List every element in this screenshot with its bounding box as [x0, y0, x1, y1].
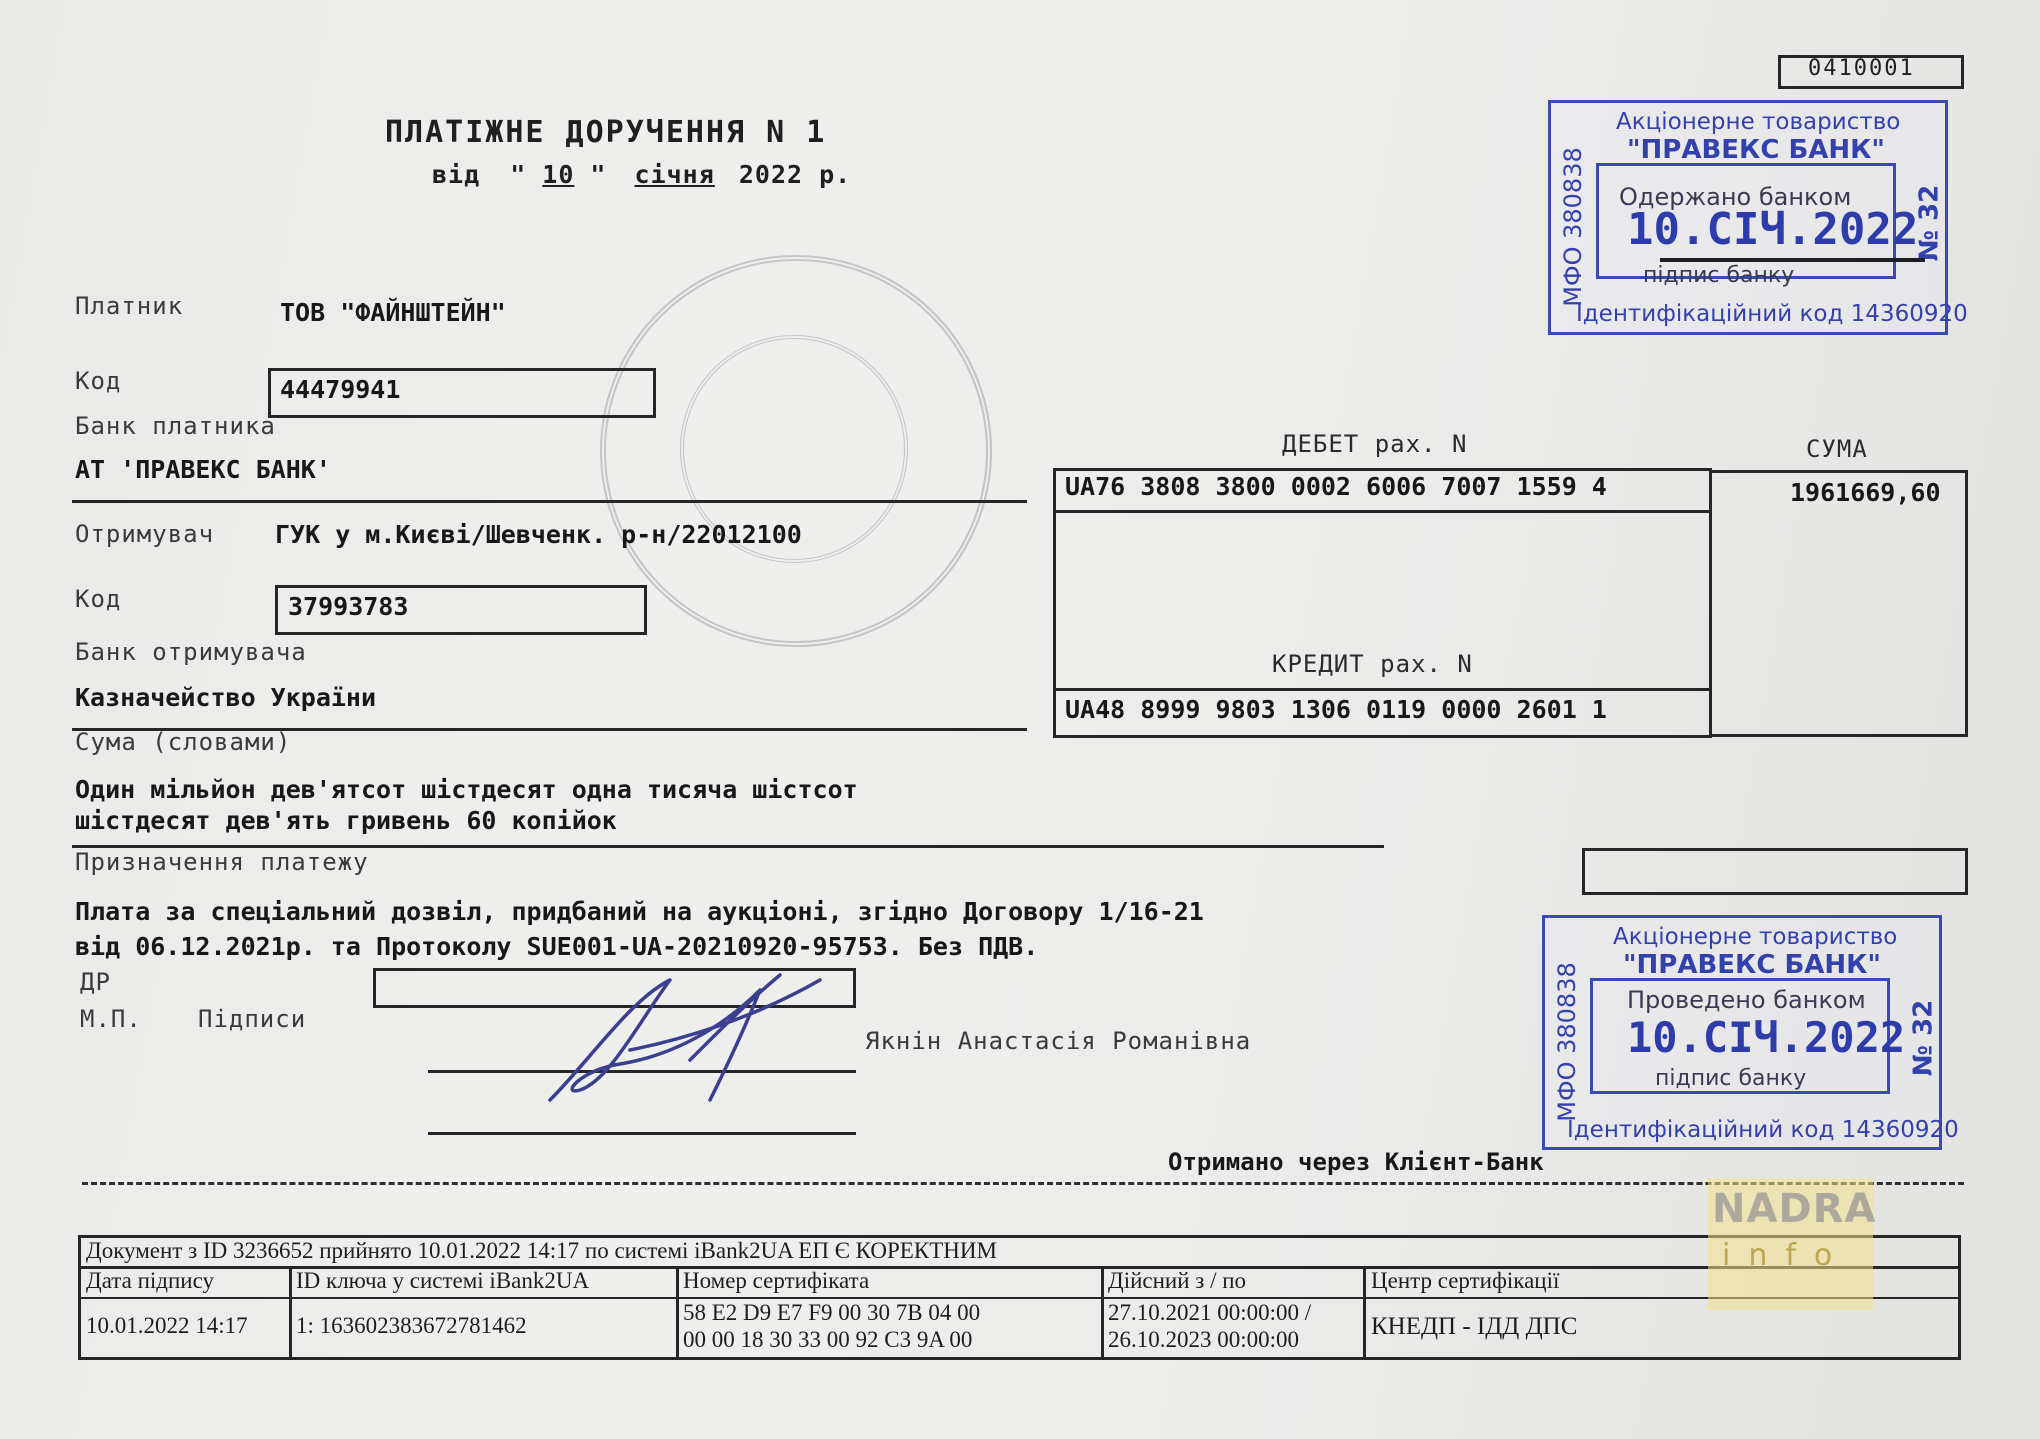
bank-stamp-received [1548, 100, 1968, 335]
ebank-col-key: ID ключа у системі iBank2UA [296, 1268, 590, 1293]
stamp-received-ident: Ідентифікаційний код 14360920 [1576, 301, 1968, 327]
payer-bank-line [72, 500, 1027, 503]
dashed-separator [82, 1182, 1964, 1185]
stamp-processed-bank: "ПРАВЕКС БАНК" [1623, 950, 1881, 980]
date-day: 10 [542, 160, 575, 189]
recipient-code-value: 37993783 [288, 592, 409, 621]
credit-account: UA48 8999 9803 1306 0119 0000 2601 1 [1065, 695, 1607, 724]
payer-label: Платник [75, 292, 184, 320]
stamp-received-company: Акціонерне товариство [1616, 109, 1901, 135]
amount-words-line1: Один мільйон дев'ятсот шістдесят одна тисяча шістсот [75, 775, 858, 804]
stamp-received-sign: підпис банку [1643, 263, 1795, 288]
stamp-received-number: № 32 [1914, 184, 1945, 262]
sum-value: 1961669,60 [1790, 478, 1941, 507]
credit-label: КРЕДИТ рах. N [1272, 650, 1473, 678]
ebank-row-key: 1: 163602383672781462 [296, 1313, 527, 1338]
date-quote-close: " [590, 160, 607, 189]
payer-bank-label: Банк платника [75, 412, 276, 440]
nadra-watermark [1708, 1178, 1877, 1310]
ebank-row-center: КНЕДП - ІДД ДПС [1371, 1313, 1578, 1340]
ebank-col-cert: Номер сертифіката [683, 1268, 870, 1293]
payer-value: ТОВ "ФАЙНШТЕЙН" [280, 298, 506, 327]
ebank-col-divider-2 [676, 1266, 679, 1357]
sum-label: СУМА [1806, 435, 1868, 463]
ebank-col-divider-4 [1363, 1266, 1366, 1357]
document-title: ПЛАТІЖНЕ ДОРУЧЕННЯ N 1 [385, 115, 827, 150]
date-month: січня [634, 160, 715, 189]
ebank-col-date: Дата підпису [86, 1268, 215, 1293]
stamp-processed-number: № 32 [1908, 999, 1939, 1077]
ebank-col-valid: Дійсний з / по [1108, 1268, 1247, 1293]
mp-label: М.П. [80, 1005, 142, 1033]
debit-account: UA76 3808 3800 0002 6006 7007 1559 4 [1065, 472, 1607, 501]
amount-words-line2: шістдесят дев'ять гривень 60 копійок [75, 806, 617, 835]
payer-bank-value: АТ 'ПРАВЕКС БАНК' [75, 455, 331, 484]
stamp-processed-mfo: МФО 380838 [1552, 962, 1581, 1122]
ebank-columns-line [81, 1297, 1958, 1299]
stamp-processed-ident: Ідентифікаційний код 14360920 [1567, 1117, 1959, 1143]
ebank-verification-table [78, 1235, 1961, 1360]
stamp-received-strike [1660, 258, 1925, 262]
bank-stamp-processed [1542, 915, 1959, 1150]
dr-label: ДР [80, 968, 111, 996]
recipient-bank-label: Банк отримувача [75, 638, 307, 666]
signatures-label: Підписи [198, 1005, 307, 1033]
stamp-received-status: Одержано банком [1619, 183, 1852, 211]
recipient-value: ГУК у м.Києві/Шевченк. р-н/22012100 [275, 520, 802, 549]
ebank-row-valid-1: 27.10.2021 00:00:00 / [1108, 1300, 1312, 1325]
ebank-header: Документ з ID 3236652 прийнято 10.01.2022 14:17 по системі iBank2UA ЕП Є КОРЕКТНИМ [86, 1238, 997, 1263]
extra-field-box [1582, 848, 1968, 895]
ebank-row-cert-1: 58 E2 D9 E7 F9 00 30 7B 04 00 [683, 1300, 981, 1325]
stamp-processed-company: Акціонерне товариство [1613, 924, 1898, 950]
recipient-bank-value: Казначейство України [75, 683, 377, 712]
ebank-row-date: 10.01.2022 14:17 [86, 1313, 248, 1338]
ebank-row-valid-2: 26.10.2023 00:00:00 [1108, 1327, 1300, 1352]
stamp-processed-status: Проведено банком [1627, 986, 1866, 1014]
ebank-col-divider-1 [289, 1266, 292, 1357]
payer-code-value: 44479941 [280, 375, 401, 404]
payer-code-label: Код [75, 367, 122, 395]
document-date [432, 160, 851, 189]
date-quote-open: " [510, 160, 527, 189]
stamp-processed-sign: підпис банку [1655, 1066, 1807, 1091]
ebank-col-divider-3 [1101, 1266, 1104, 1357]
purpose-label: Призначення платежу [75, 848, 369, 876]
stamp-received-mfo: МФО 380838 [1558, 147, 1587, 307]
purpose-line1: Плата за спеціальний дозвіл, придбаний на аукціоні, згідно Договору 1/16-21 [75, 897, 1204, 926]
recipient-label: Отримувач [75, 520, 215, 548]
received-via: Отримано через Клієнт-Банк [1168, 1148, 1544, 1176]
date-prefix: від [432, 160, 481, 189]
signer-name: Якнін Анастасія Романівна [865, 1027, 1252, 1055]
date-year: 2022 р. [738, 160, 852, 189]
handwritten-signature [520, 960, 850, 1120]
stamp-received-date: 10.СІЧ.2022 [1627, 204, 1919, 255]
stamp-received-bank: "ПРАВЕКС БАНК" [1627, 135, 1885, 165]
debit-label: ДЕБЕТ рах. N [1282, 430, 1468, 458]
ebank-col-center: Центр сертифікації [1371, 1268, 1560, 1293]
amount-words-label: Сума (словами) [75, 728, 292, 756]
ebank-row-cert-2: 00 00 18 30 33 00 92 C3 9A 00 [683, 1327, 973, 1352]
watermark-nadra: NADRA [1712, 1186, 1877, 1232]
recipient-code-label: Код [75, 585, 122, 613]
watermark-info: info [1722, 1238, 1851, 1273]
signature-line-2 [428, 1132, 856, 1135]
purpose-line2: від 06.12.2021р. та Протоколу SUE001-UA-20210920-95753. Без ПДВ. [75, 932, 1039, 961]
stamp-processed-date: 10.СІЧ.2022 [1627, 1013, 1906, 1062]
form-code: 0410001 [1808, 56, 1915, 81]
sum-box [1709, 470, 1968, 737]
